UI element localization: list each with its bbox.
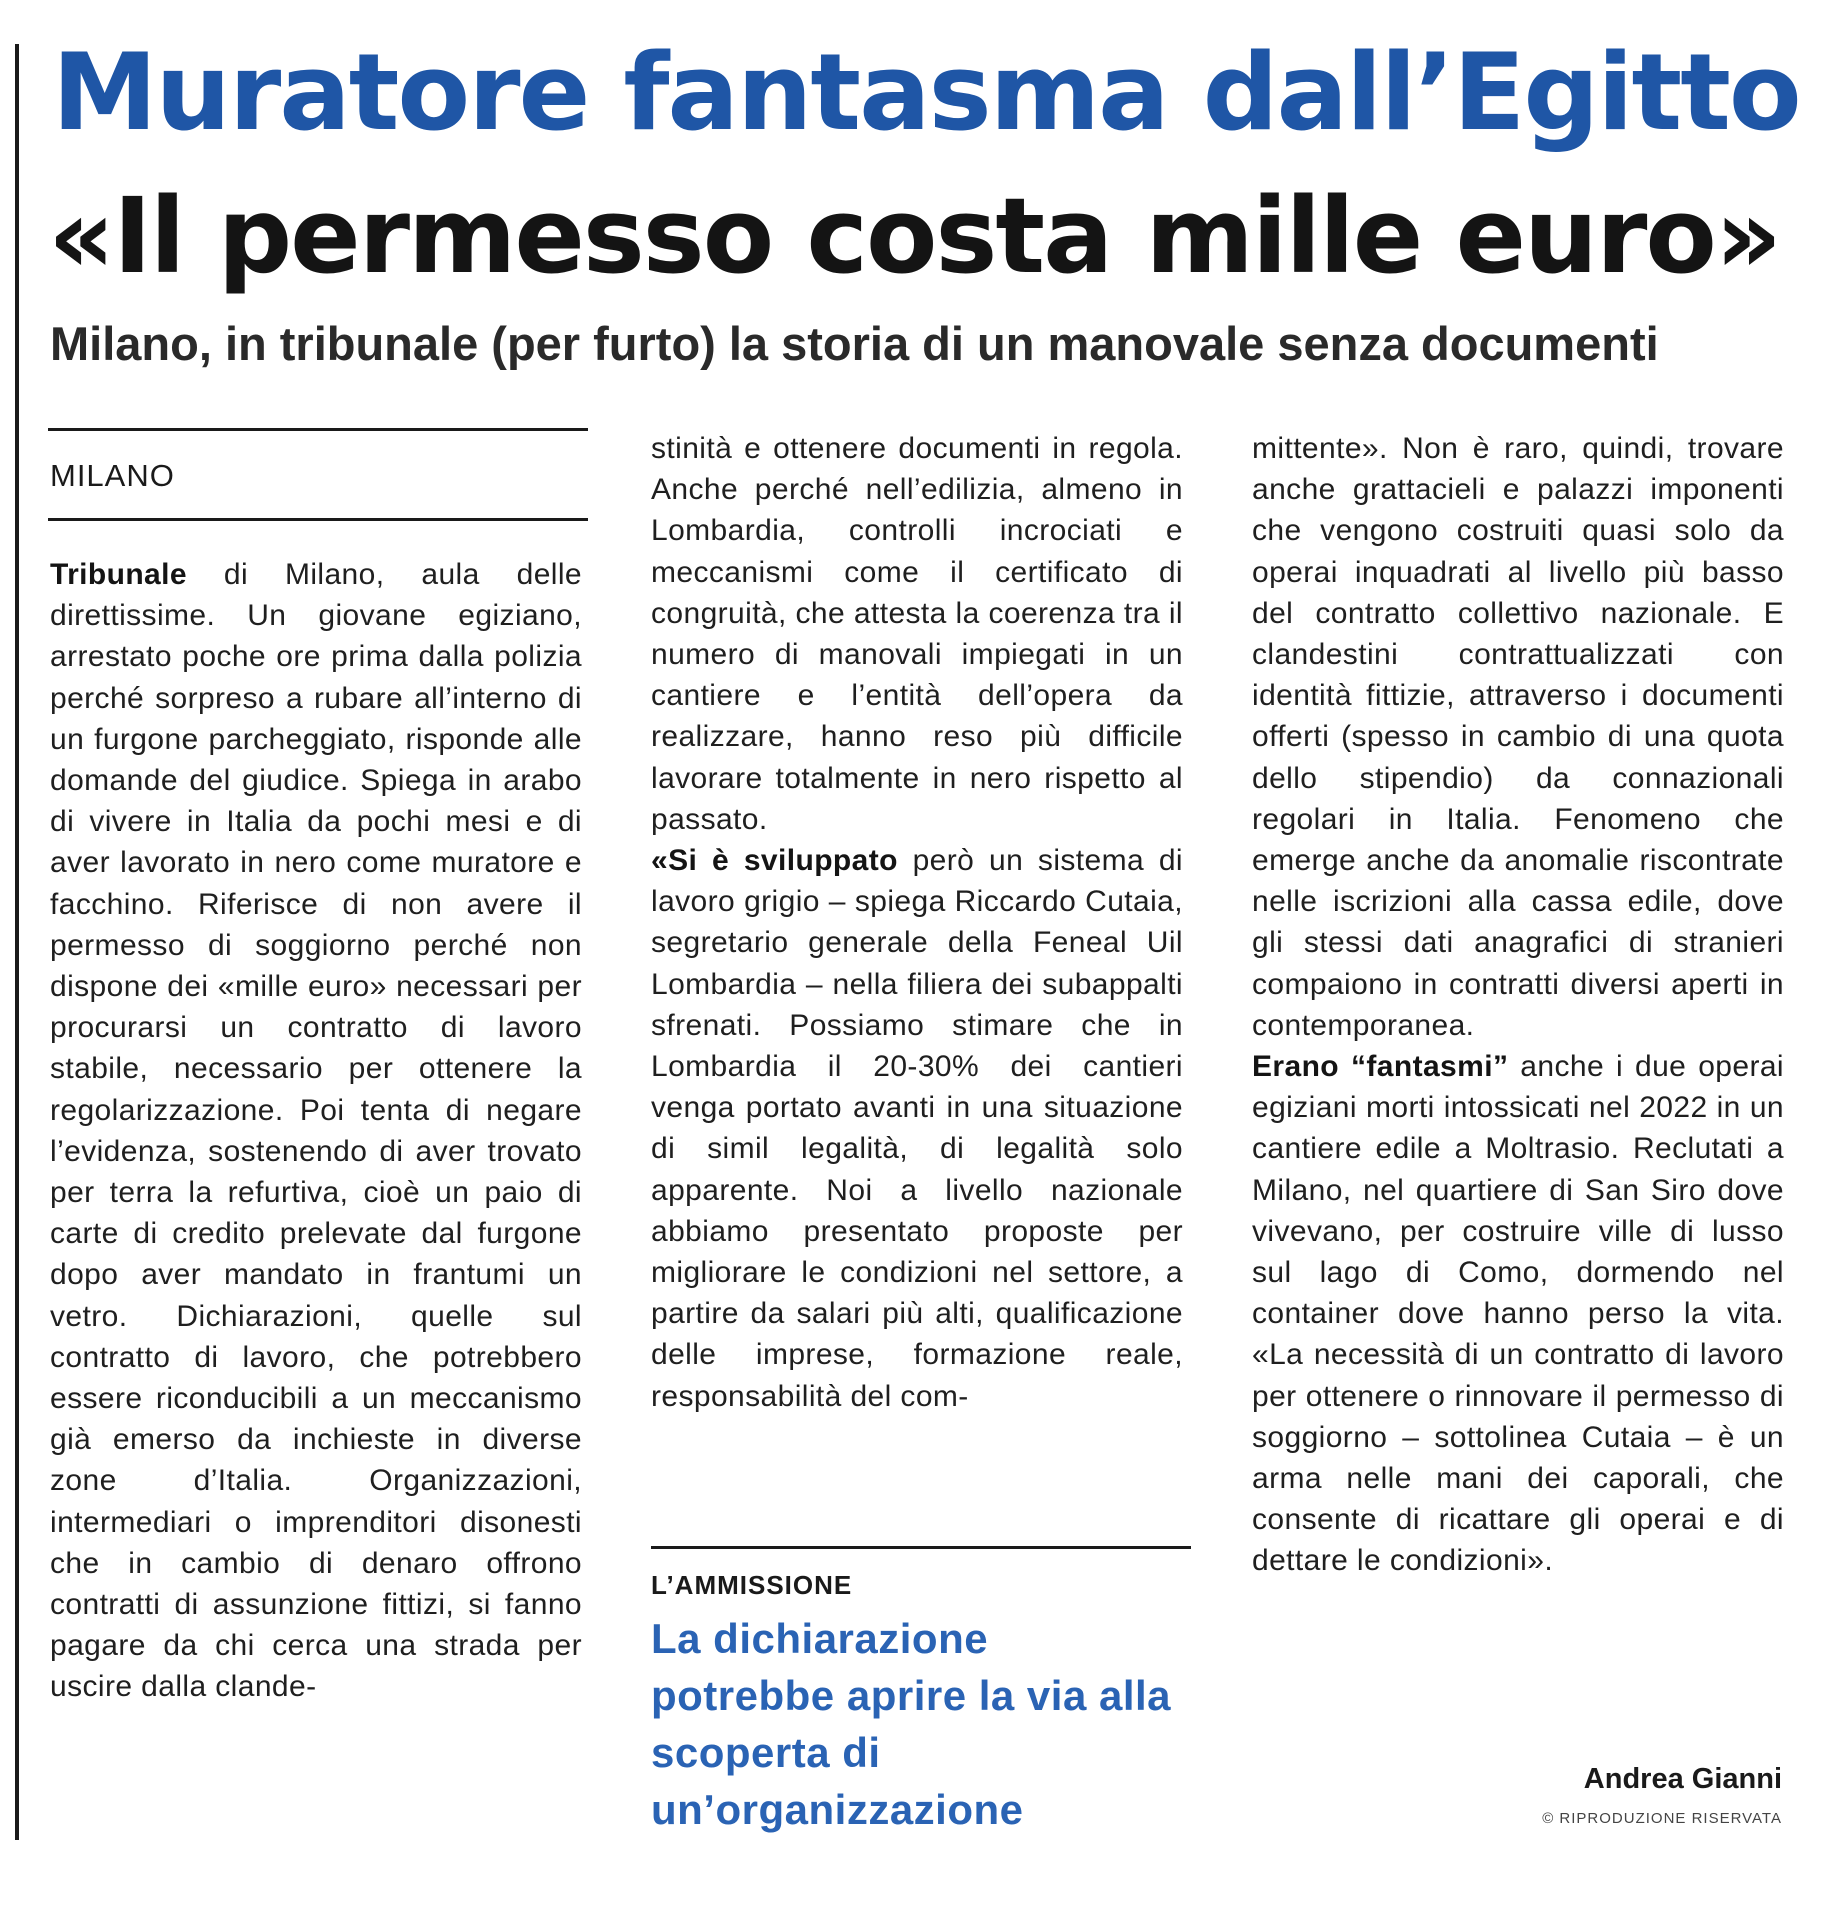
column-2-paragraph-1: stinità e ottenere documenti in regola. Anche perché nell’edilizia, almeno in Lombardia, controlli incrociati e meccanismi come il certificato di congruità, che attesta la coerenza tra il numero di manovali impiegati in un cantiere e l’entità dell’opera da realizzare, hanno reso più difficile lavorare totalmente in nero rispetto al passato. — [651, 432, 1183, 836]
column-1-text: di Milano, aula delle direttissime. Un giovane egiziano, arrestato poche ore prima dalla polizia perché sorpreso a rubare all’interno di un furgone parcheggiato, risponde alle domande del giudice. Spiega in arabo di vivere in Italia da pochi mesi e di aver lavorato in nero come muratore e facchino. Riferisce di non avere il permesso di soggiorno perché non dispone dei «mille euro» necessari per procurarsi un contratto di lavoro stabile, necessario per ottenere la regolarizzazione. Poi tenta di negare l’evidenza, sostenendo di aver trovato per terra la refurtiva, cioè un paio di carte di credito prelevate dal furgone dopo aver mandato in frantumi un vetro. Dichiarazioni, quelle sul contratto di lavoro, che potrebbero essere riconducibili a un meccanismo già emerso da inchieste in diverse zone d’Italia. Organizzazioni, intermediari o imprenditori disonesti che in cambio di denaro offrono contratti di assunzione fittizi, si fanno pagare da chi cerca una strada per uscire dalla clande- — [50, 558, 582, 1704]
column-3-text: anche i due operai egiziani morti intossicati nel 2022 in un cantiere edile a Moltrasio. Reclutati a Milano, nel quartiere di San Siro dove vivevano, per costruire ville di lusso sul lago di Como, dormendo nel container dove hanno perso la vita. «La necessità di un contratto di lavoro per ottenere o rinnovare il permesso di soggiorno – sottolinea Cutaia – è un arma nelle mani dei caporali, che consente di ricattare gli operai e di dettare le condizioni». — [1252, 1050, 1784, 1578]
column-2-text: però un sistema di lavoro grigio – spiega Riccardo Cutaia, segretario generale della Feneal Uil Lombardia – nella filiera dei subappalti sfrenati. Possiamo stimare che in Lombardia il 20-30% dei cantieri venga portato avanti in una situazione di simil legalità, di legalità solo apparente. Noi a livello nazionale abbiamo presentato proposte per migliorare le condizioni nel settore, a partire da salari più alti, qualificazione delle imprese, formazione reale, responsabilità del com- — [651, 844, 1183, 1413]
subheadline: Milano, in tribunale (per furto) la storia di un manovale senza documenti — [50, 317, 1659, 370]
headline-line-1: Muratore fantasma dall’Egitto — [52, 31, 1800, 154]
column-1-lead-word: Tribunale — [50, 558, 187, 591]
box-kicker: L’AMMISSIONE — [651, 1570, 853, 1600]
column-3-lead-words: Erano “fantasmi” — [1252, 1050, 1509, 1084]
left-border-rule — [15, 44, 19, 1840]
dateline-top-rule — [48, 428, 588, 431]
author-byline: Andrea Gianni — [1583, 1763, 1782, 1795]
article-column-2 — [651, 428, 1183, 1417]
column-3-paragraph-1: mittente». Non è raro, quindi, trovare anche grattacieli e palazzi imponenti che vengono costruiti quasi solo da operai inquadrati al livello più basso del contratto collettivo nazionale. E clandestini contrattualizzati con identità fittizie, attraverso i documenti offerti (spesso in cambio di una quota dello stipendio) da connazionali regolari in Italia. Fenomeno che emerge anche da anomalie riscontrate nelle iscrizioni alla cassa edile, dove gli stessi dati anagrafici di stranieri compaiono in contratti diversi aperti in contemporanea. — [1252, 432, 1784, 1042]
box-top-rule — [651, 1546, 1191, 1549]
dateline-bottom-rule — [48, 518, 588, 521]
dateline: MILANO — [50, 458, 175, 493]
column-1-paragraph — [50, 554, 582, 1708]
headline-line-2: «Il permesso costa mille euro» — [48, 175, 1781, 297]
box-highlight: La dichiarazione potrebbe aprire la via alla scoperta di un’organizzazione — [651, 1615, 1172, 1833]
article-column-1 — [50, 554, 582, 1708]
column-2-paragraph-2 — [651, 840, 1183, 1417]
column-2-lead-words: «Si è sviluppato — [651, 844, 898, 878]
column-3-paragraph-2 — [1252, 1046, 1784, 1582]
article-column-3 — [1252, 428, 1784, 1582]
rights-notice: © RIPRODUZIONE RISERVATA — [1542, 1810, 1782, 1827]
